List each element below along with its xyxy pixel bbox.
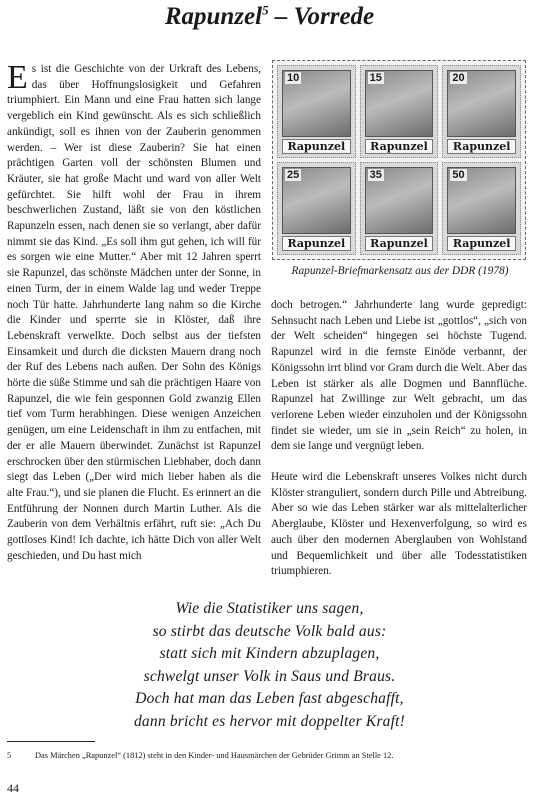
stamp-value: 25 (287, 169, 300, 181)
footnote-divider (7, 741, 95, 742)
stamp-label: Rapunzel (365, 139, 434, 154)
stamp-label: Rapunzel (282, 236, 351, 251)
poem-line: dann bricht es hervor mit doppelter Kraft! (133, 712, 405, 730)
stamp (442, 162, 521, 255)
closing-paragraph: Heute wird die Lebenskraft unseres Volkes nicht durch Klöster stranguliert, sondern durch Pille und Abtreibung. Aber so wie das Leben stärker war als mittelalterlicher Aberglaube, Klöster und Hexenverfolgung, so wird es auch über den modernen Aberglauben von Wohlstand und Bequemlichkeit und über alle Todesstatistiken triumphieren. (271, 471, 527, 578)
page-title (0, 2, 539, 32)
footnote-text: Das Märchen „Rapunzel“ (1812) steht in den Kinder- und Hausmärchen der Gebrüder Grimm an Stelle 12. (35, 751, 394, 760)
stamp (442, 65, 521, 158)
stamp-value: 15 (369, 72, 382, 84)
poem-line: Wie die Statistiker uns sagen, (175, 600, 364, 617)
stamp-value: 20 (452, 72, 465, 84)
stamp-value: 50 (452, 169, 465, 181)
stamp-label: Rapunzel (447, 236, 516, 251)
footnote-number: 5 (7, 751, 12, 760)
image-caption: Rapunzel-Briefmarkensatz aus der DDR (1978) (291, 265, 509, 277)
stamp (277, 162, 356, 255)
stamp (360, 65, 439, 158)
poem-line: so stirbt das deutsche Volk bald aus: (152, 622, 387, 640)
page-title-suffix: – Vorrede (268, 3, 375, 30)
intro-paragraph (7, 59, 261, 565)
footnote (7, 751, 527, 760)
body-text-left-column (7, 59, 261, 565)
stamp-value: 10 (287, 72, 300, 84)
page-title-main: Rapunzel (164, 3, 263, 30)
poem (0, 598, 539, 733)
poem-line: statt sich mit Kindern abzuplagen, (159, 645, 380, 662)
stamp-sheet-image (272, 60, 526, 260)
body-text-right-column (271, 298, 527, 580)
footnote-reference[interactable]: 5 (262, 2, 269, 18)
stamp-label: Rapunzel (282, 139, 351, 154)
stamp (360, 162, 439, 255)
page-number: 44 (7, 781, 19, 795)
stamp-label: Rapunzel (447, 139, 516, 154)
poem-line: schwelgt unser Volk in Saus und Braus. (143, 667, 396, 685)
stamp (277, 65, 356, 158)
intro-paragraph-text: s ist die Geschichte von der Urkraft des Lebens, das über Hoffnungslosigkeit und Gefahren triumphiert. Ein Mann und eine Frau hatten sich lange vergeblich ein Kind gewünscht. Als es sich schließlich ankündigt, soll es ihnen von der Zauberin genommen werden. – Wer ist diese Zauberin? Sie hat einen prächtigen Garten voll der schönsten Blumen und Kräuter, sie hat große Macht und ward von aller Welt gefürchtet. Sie hilft wohl der Frau in ihrem beschwerlichen Zustand, läßt sie von den köstlichen Rapunzeln essen, nach denen sie so verlangt, aber dafür nimmt sie das Kind. „Es soll ihm gut gehen, ich will für es sorgen wie eine Mutter.“ Aber mit 12 Jahren sperrt sie Rapunzel, das schönste Mädchen unter der Sonne, in einen Turm, der in einem Walde lag und weder Treppe noch Tür hatte. Jahrhunderte lang nahm so die Kirche die Kinder und sperrte sie in Klöster, daß ihre Lebenskraft verwelkte. Doch selbst aus der tiefsten Einsamkeit und durch die dicksten Mauern drang noch der Ruf des Lebens nach außen. Der Sohn des Königs hörte die süße Stimme und sah die prächtigen Haare von Rapunzel, die wie fein gesponnen Gold zwanzig Ellen tief vom Turm herabhingen. Diese wenigen Anzeichen genügen, um eine Leidenschaft in ihm zu entfachen, mit der er alle Mauern überwindet. Zunächst ist Rapunzel erschrocken über den stürmischen Liebhaber, doch dann siegt das Leben („Der wird mich lieber haben als die alte Frau.“), und sie planen die Flucht. Es erinnert an die Entführung der Nonnen durch Martin Luther. Als die Zauberin von dem Verhältnis erfährt, ruft sie: „Ach Du gottloses Kind! Ich dachte, ich hätte Dich von aller Welt geschieden, und Du hast mich (7, 63, 261, 562)
poem-line: Doch hat man das Leben fast abgeschafft, (135, 690, 404, 707)
stamp-label: Rapunzel (365, 236, 434, 251)
continuation-paragraph: doch betrogen.“ Jahrhunderte lang wurde gepredigt: Sehnsucht nach Leben und Liebe ist „gottlos“, „sich von der Welt scheiden“ hingegen sei höchste Tugend. Rapunzel wird in die fernste Einöde verbannt, der Königssohn irrt blind vor Gram durch die Welt. Aber das Leben ist stärker als alle Dogmen und Bannflüche. Rapunzel hat Zwillinge zur Welt gebracht, um das verlorene Leben wieder einzuholen und der Königssohn findet sie wieder, um sie in „sein Reich“ zu holen, in dem sie lange und vergnügt leben. (271, 299, 527, 453)
stamp-value: 35 (369, 169, 382, 181)
drop-cap: E (7, 59, 28, 96)
